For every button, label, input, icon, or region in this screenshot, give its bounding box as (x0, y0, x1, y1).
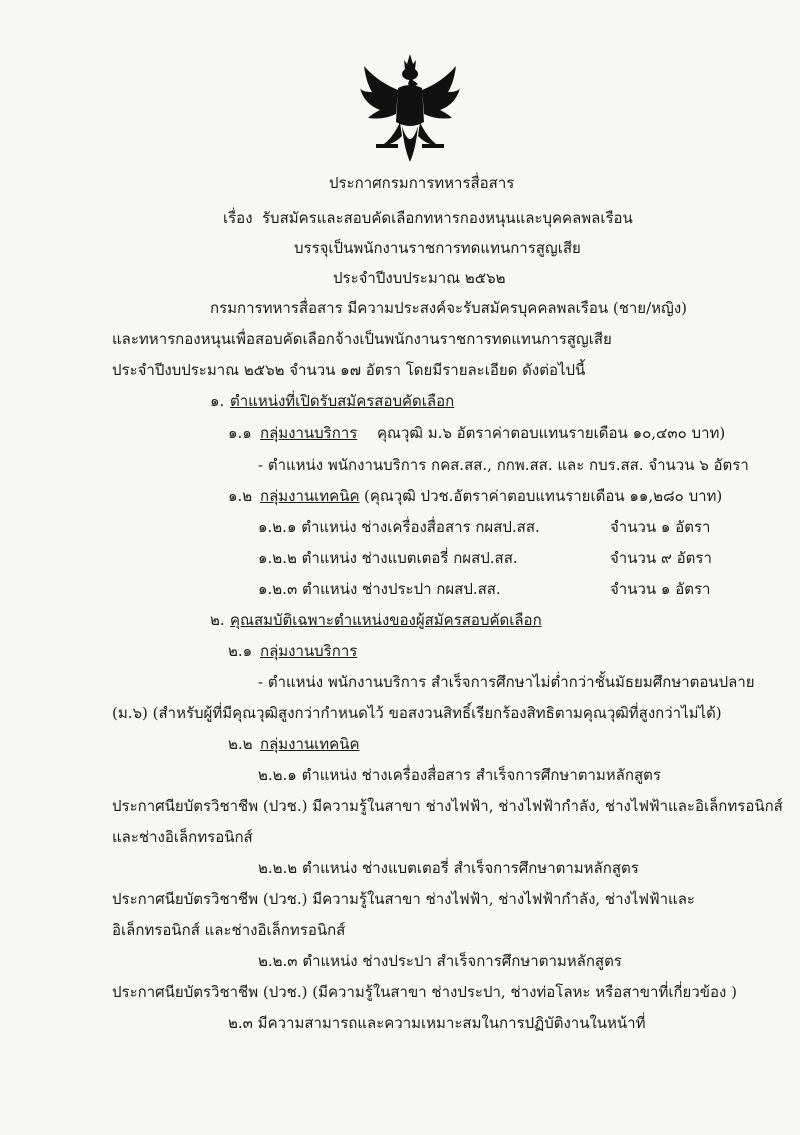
group-1-2-detail: (คุณวุฒิ ปวช.อัตราค่าตอบแทนรายเดือน ๑๑,๒๘๐ บาท) (364, 487, 723, 505)
group-1-1-position: - ตำแหน่ง พนักงานบริการ กคส.สส., กกพ.สส. และ กบร.สส. จำนวน ๖ อัตรา (258, 456, 749, 474)
section-1-number: ๑. (210, 392, 225, 410)
para-2-2-2-line-2: ประกาศนียบัตรวิชาชีพ (ปวช.) มีความรู้ในสาขา ช่างไฟฟ้า, ช่างไฟฟ้ากำลัง, ช่างไฟฟ้าและ (112, 890, 695, 908)
group-2-1-number: ๒.๑ (228, 642, 253, 660)
para-2-2-2-line-1: ๒.๒.๒ ตำแหน่ง ช่างแบตเตอรี่ สำเร็จการศึกษาตามหลักสูตร (258, 859, 639, 877)
para-2-2-1-line-3: และช่างอิเล็กทรอนิกส์ (112, 828, 253, 846)
para-2-2-1-line-2: ประกาศนียบัตรวิชาชีพ (ปวช.) มีความรู้ในสาขา ช่างไฟฟ้า, ช่างไฟฟ้ากำลัง, ช่างไฟฟ้าและอิเล็กทรอนิกส์ (112, 797, 783, 815)
group-2-2-title: กลุ่มงานเทคนิค (260, 735, 360, 753)
intro-line-3: ประจำปีงบประมาณ ๒๕๖๒ จำนวน ๑๗ อัตรา โดยมีรายละเอียด ดังต่อไปนี้ (112, 361, 586, 379)
para-2-2-3-line-1: ๒.๒.๓ ตำแหน่ง ช่างประปา สำเร็จการศึกษาตามหลักสูตร (258, 952, 622, 970)
subject-line-2: บรรจุเป็นพนักงานราชการทดแทนการสูญเสีย (294, 239, 581, 257)
para-2-2-3-line-2: ประกาศนียบัตรวิชาชีพ (ปวช.) (มีความรู้ในสาขา ช่างประปา, ช่างท่อโลหะ หรือสาขาที่เกี่ยวข้อง ) (112, 983, 737, 1001)
para-2-2-2-line-3: อิเล็กทรอนิกส์ และช่างอิเล็กทรอนิกส์ (112, 921, 346, 939)
position-1-2-2: ๑.๒.๒ ตำแหน่ง ช่างแบตเตอรี่ กผสป.สส. (258, 549, 518, 567)
position-1-2-3: ๑.๒.๓ ตำแหน่ง ช่างประปา กผสป.สส. (258, 580, 501, 598)
subject-line-1: รับสมัครและสอบคัดเลือกทหารกองหนุนและบุคคลพลเรือน (262, 209, 633, 227)
group-1-1-title: กลุ่มงานบริการ (260, 424, 358, 442)
section-2-number: ๒. (210, 611, 225, 629)
group-2-1-line-1: - ตำแหน่ง พนักงานบริการ สำเร็จการศึกษาไม่ต่ำกว่าชั้นมัธยมศึกษาตอนปลาย (258, 673, 755, 691)
subject-label: เรื่อง (223, 209, 253, 227)
section-2-title: คุณสมบัติเฉพาะตำแหน่งของผู้สมัครสอบคัดเลือก (230, 611, 542, 629)
group-1-2-title: กลุ่มงานเทคนิค (260, 487, 360, 505)
position-1-2-1: ๑.๒.๑ ตำแหน่ง ช่างเครื่องสื่อสาร กผสป.สส. (258, 518, 540, 536)
garuda-emblem-icon (358, 52, 462, 164)
group-2-2-number: ๒.๒ (228, 735, 253, 753)
para-2-2-1-line-1: ๒.๒.๑ ตำแหน่ง ช่างเครื่องสื่อสาร สำเร็จการศึกษาตามหลักสูตร (258, 766, 661, 784)
group-2-1-title: กลุ่มงานบริการ (260, 642, 358, 660)
group-1-1-detail: คุณวุฒิ ม.๖ อัตราค่าตอบแทนรายเดือน ๑๐,๔๓๐ บาท) (377, 424, 726, 442)
section-1-title: ตำแหน่งที่เปิดรับสมัครสอบคัดเลือก (230, 392, 455, 410)
subject-line-3: ประจำปีงบประมาณ ๒๕๖๒ (333, 269, 506, 287)
group-1-2-number: ๑.๒ (228, 487, 253, 505)
position-1-2-1-count: จำนวน ๑ อัตรา (610, 518, 711, 536)
intro-line-2: และทหารกองหนุนเพื่อสอบคัดเลือกจ้างเป็นพนักงานราชการทดแทนการสูญเสีย (112, 330, 612, 348)
para-2-3: ๒.๓ มีความสามารถและความเหมาะสมในการปฏิบัติงานในหน้าที่ (228, 1014, 646, 1032)
agency-heading: ประกาศกรมการทหารสื่อสาร (329, 174, 515, 192)
group-2-1-line-2: (ม.๖) (สำหรับผู้ที่มีคุณวุฒิสูงกว่ากำหนดไว้ ขอสงวนสิทธิ์เรียกร้องสิทธิตามคุณวุฒิที่สูงกว่าไม่ได้) (112, 704, 722, 722)
intro-line-1: กรมการทหารสื่อสาร มีความประสงค์จะรับสมัครบุคคลพลเรือน (ชาย/หญิง) (210, 299, 687, 317)
position-1-2-2-count: จำนวน ๙ อัตรา (610, 549, 712, 567)
position-1-2-3-count: จำนวน ๑ อัตรา (610, 580, 711, 598)
group-1-1-number: ๑.๑ (228, 424, 252, 442)
